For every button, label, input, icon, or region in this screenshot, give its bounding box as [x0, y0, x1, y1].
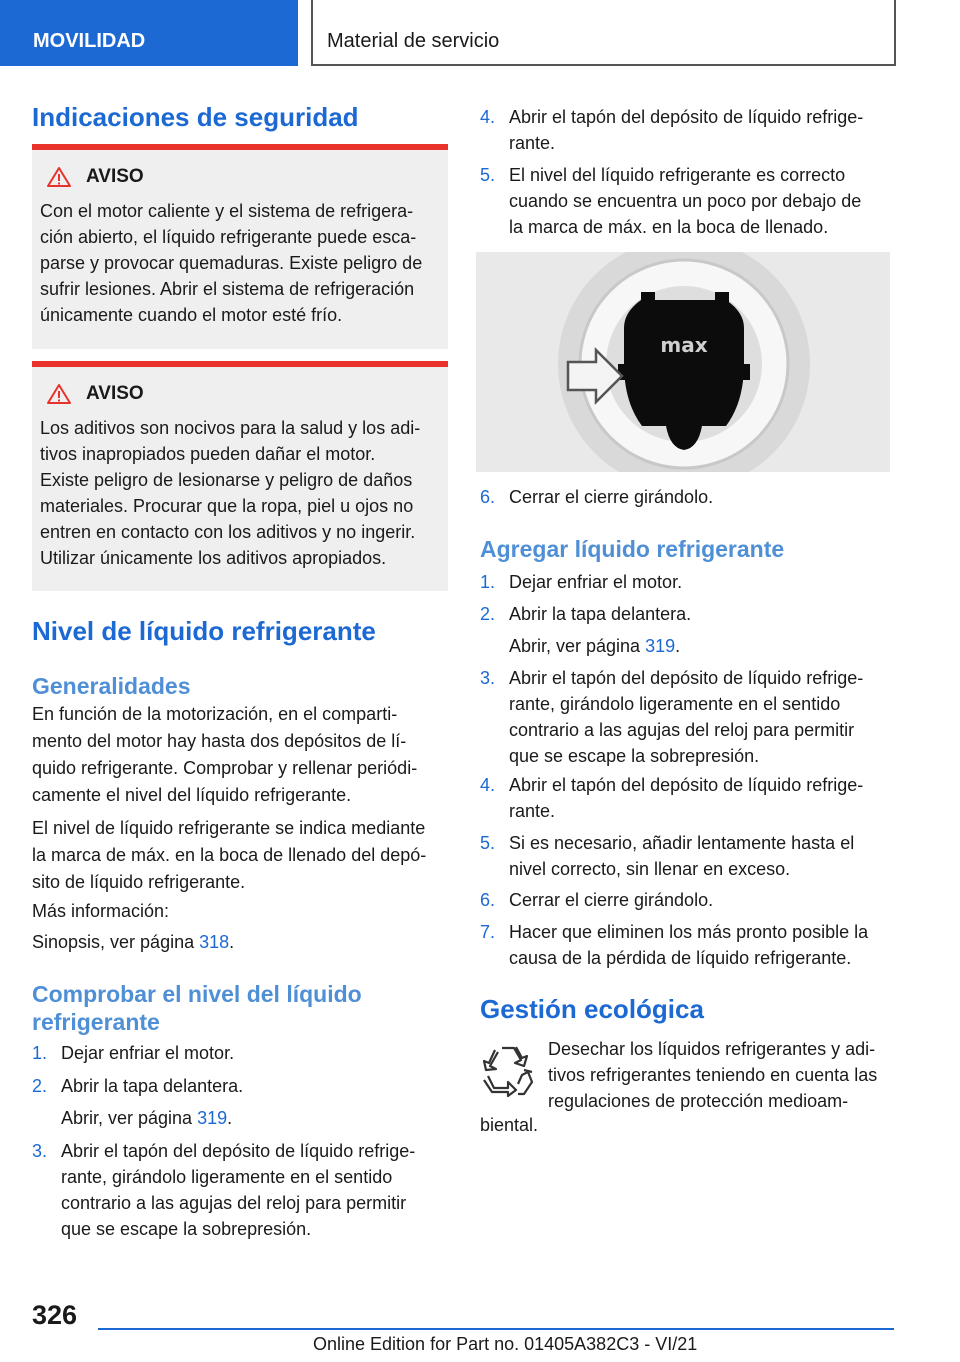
step-line: contrario a las agujas del reloj para permitir — [509, 720, 855, 740]
warning-title — [40, 383, 440, 405]
step-line: Abrir el tapón del depósito de líquido refrige‐ — [509, 775, 864, 795]
step-line: Abrir el tapón del depósito de líquido refrige‐ — [61, 1141, 416, 1161]
synopsis-page-link[interactable]: 318 — [199, 932, 230, 952]
step-line: rante. — [509, 133, 556, 153]
step-text: Abrir, ver página — [61, 1108, 198, 1128]
max-mark-label: max — [660, 333, 708, 357]
step-number: 6. — [480, 890, 496, 910]
warning-box-hot-engine — [32, 144, 448, 349]
page-link[interactable]: 319 — [645, 636, 676, 656]
subheading-line: Comprobar el nivel del líquido — [32, 981, 362, 1007]
chapter-tab[interactable] — [311, 0, 896, 66]
step-line: nivel correcto, sin llenar en exceso. — [509, 859, 791, 879]
text-line: Desechar los líquidos refrigerantes y adi‐ — [548, 1039, 876, 1059]
coolant-level-heading: Nivel de líquido refrigerante — [32, 616, 376, 646]
step-line: Abrir el tapón del depósito de líquido refrige‐ — [509, 668, 864, 688]
section-label: MOVILIDAD — [33, 30, 146, 52]
safety-heading: Indicaciones de seguridad — [32, 102, 359, 132]
more-info: Más información: — [32, 901, 170, 921]
check-step-3 — [32, 1138, 448, 1242]
footer-divider — [98, 1328, 894, 1330]
general-paragraph-1 — [32, 701, 448, 809]
step-text: Abrir, ver página — [509, 636, 646, 656]
step-line: rante, girándolo ligeramente en el sentido — [509, 694, 841, 714]
general-subheading: Generalidades — [32, 673, 191, 699]
warning-body — [40, 415, 440, 571]
step-text: Cerrar el cierre girándolo. — [509, 890, 714, 910]
eco-paragraph-end: biental. — [480, 1115, 539, 1135]
warning-line: materiales. Procurar que la ropa, piel u ojos no — [40, 496, 414, 516]
step-text: Dejar enfriar el motor. — [509, 572, 683, 592]
step-number: 3. — [32, 1141, 48, 1161]
warning-triangle-icon — [46, 383, 72, 405]
text-line: quido refrigerante. Comprobar y rellenar periódi‐ — [32, 758, 418, 778]
step-line: causa de la pérdida de líquido refrigerante. — [509, 948, 852, 968]
step-line: Abrir el tapón del depósito de líquido refrige‐ — [509, 107, 864, 127]
add-step-1 — [480, 569, 896, 595]
text-line: tivos refrigerantes teniendo en cuenta las — [548, 1065, 878, 1085]
text-line: sito de líquido refrigerante. — [32, 872, 246, 892]
eco-paragraph — [548, 1036, 898, 1114]
warning-line: entren en contacto con los aditivos y no ingerir. — [40, 522, 416, 542]
add-coolant-subheading: Agregar líquido refrigerante — [480, 536, 785, 562]
step-line: Hacer que eliminen los más pronto posible la — [509, 922, 869, 942]
step-number: 3. — [480, 668, 496, 688]
synopsis-period: . — [229, 932, 235, 952]
step-number: 2. — [480, 604, 496, 624]
step-line: que se escape la sobrepresión. — [509, 746, 760, 766]
check-step-2-ref: Abrir, ver página 319. — [61, 1108, 233, 1128]
warning-triangle-icon — [46, 166, 72, 188]
step-line: la marca de máx. en la boca de llenado. — [509, 217, 829, 237]
step-text: Dejar enfriar el motor. — [61, 1043, 235, 1063]
warning-line: Existe peligro de lesionarse y peligro de daños — [40, 470, 413, 490]
add-step-2-ref: Abrir, ver página 319. — [509, 636, 681, 656]
step-number: 4. — [480, 107, 496, 127]
step-line: Si es necesario, añadir lentamente hasta el — [509, 833, 855, 853]
warning-line: únicamente cuando el motor esté frío. — [40, 305, 343, 325]
warning-line: parse y provocar quemaduras. Existe peligro de — [40, 253, 423, 273]
warning-line: Con el motor caliente y el sistema de refrigera‐ — [40, 201, 414, 221]
warning-line: Utilizar únicamente los aditivos apropiados. — [40, 548, 387, 568]
coolant-reservoir-illustration — [476, 252, 890, 472]
section-tab[interactable] — [0, 0, 298, 66]
check-step-4 — [480, 104, 896, 156]
recycle-icon — [480, 1042, 536, 1098]
warning-title — [40, 166, 440, 188]
step-number: 1. — [480, 572, 496, 592]
text-line: regulaciones de protección medioam‐ — [548, 1091, 849, 1111]
chapter-label: Material de servicio — [327, 30, 500, 52]
text-line: camente el nivel del líquido refrigerante. — [32, 785, 352, 805]
text-line: mento del motor hay hasta dos depósitos de lí‐ — [32, 731, 407, 751]
subheading-line: refrigerante — [32, 1009, 160, 1035]
check-level-subheading — [32, 980, 362, 1036]
step-line: cuando se encuentra un poco por debajo de — [509, 191, 862, 211]
add-step-3 — [480, 665, 896, 769]
footer-edition: Online Edition for Part no. 01405A382C3 - VI/21 — [313, 1334, 698, 1354]
step-number: 7. — [480, 922, 496, 942]
step-number: 4. — [480, 775, 496, 795]
text-line: En función de la motorización, en el comparti‐ — [32, 704, 398, 724]
step-text: Abrir la tapa delantera. — [61, 1076, 244, 1096]
warning-line: Los aditivos son nocivos para la salud y los adi‐ — [40, 418, 421, 438]
warning-line: tivos inapropiados pueden dañar el motor. — [40, 444, 376, 464]
general-paragraph-2 — [32, 815, 448, 896]
check-step-5 — [480, 162, 896, 240]
step-number: 5. — [480, 833, 496, 853]
warning-box-additives — [32, 361, 448, 591]
step-text: Cerrar el cierre girándolo. — [509, 487, 714, 507]
add-step-6 — [480, 887, 896, 913]
eco-heading: Gestión ecológica — [480, 994, 704, 1024]
add-step-5 — [480, 830, 896, 882]
step-line: El nivel del líquido refrigerante es correcto — [509, 165, 846, 185]
check-step-2 — [32, 1073, 448, 1099]
step-number: 1. — [32, 1043, 48, 1063]
text-line: El nivel de líquido refrigerante se indica mediante — [32, 818, 426, 838]
warning-line: sufrir lesiones. Abrir el sistema de refrigeración — [40, 279, 415, 299]
step-text: Abrir la tapa delantera. — [509, 604, 692, 624]
step-line: rante, girándolo ligeramente en el sentido — [61, 1167, 393, 1187]
page-number: 326 — [32, 1300, 78, 1330]
page-link[interactable]: 319 — [197, 1108, 228, 1128]
reservoir-drawing — [476, 252, 890, 472]
add-step-4 — [480, 772, 896, 824]
warning-label: AVISO — [86, 166, 144, 187]
warning-label: AVISO — [86, 383, 144, 404]
step-number: 2. — [32, 1076, 48, 1096]
warning-body — [40, 198, 440, 328]
add-step-2 — [480, 601, 896, 627]
step-line: rante. — [509, 801, 556, 821]
check-step-6 — [480, 484, 896, 510]
step-line: que se escape la sobrepresión. — [61, 1219, 312, 1239]
warning-line: ción abierto, el líquido refrigerante puede esca‐ — [40, 227, 417, 247]
add-step-7 — [480, 919, 896, 971]
step-line: contrario a las agujas del reloj para permitir — [61, 1193, 407, 1213]
check-step-1 — [32, 1040, 448, 1066]
step-number: 6. — [480, 487, 496, 507]
step-number: 5. — [480, 165, 496, 185]
synopsis-reference — [32, 929, 448, 956]
synopsis-text: Sinopsis, ver página — [32, 932, 200, 952]
text-line: la marca de máx. en la boca de llenado del depó‐ — [32, 845, 427, 865]
